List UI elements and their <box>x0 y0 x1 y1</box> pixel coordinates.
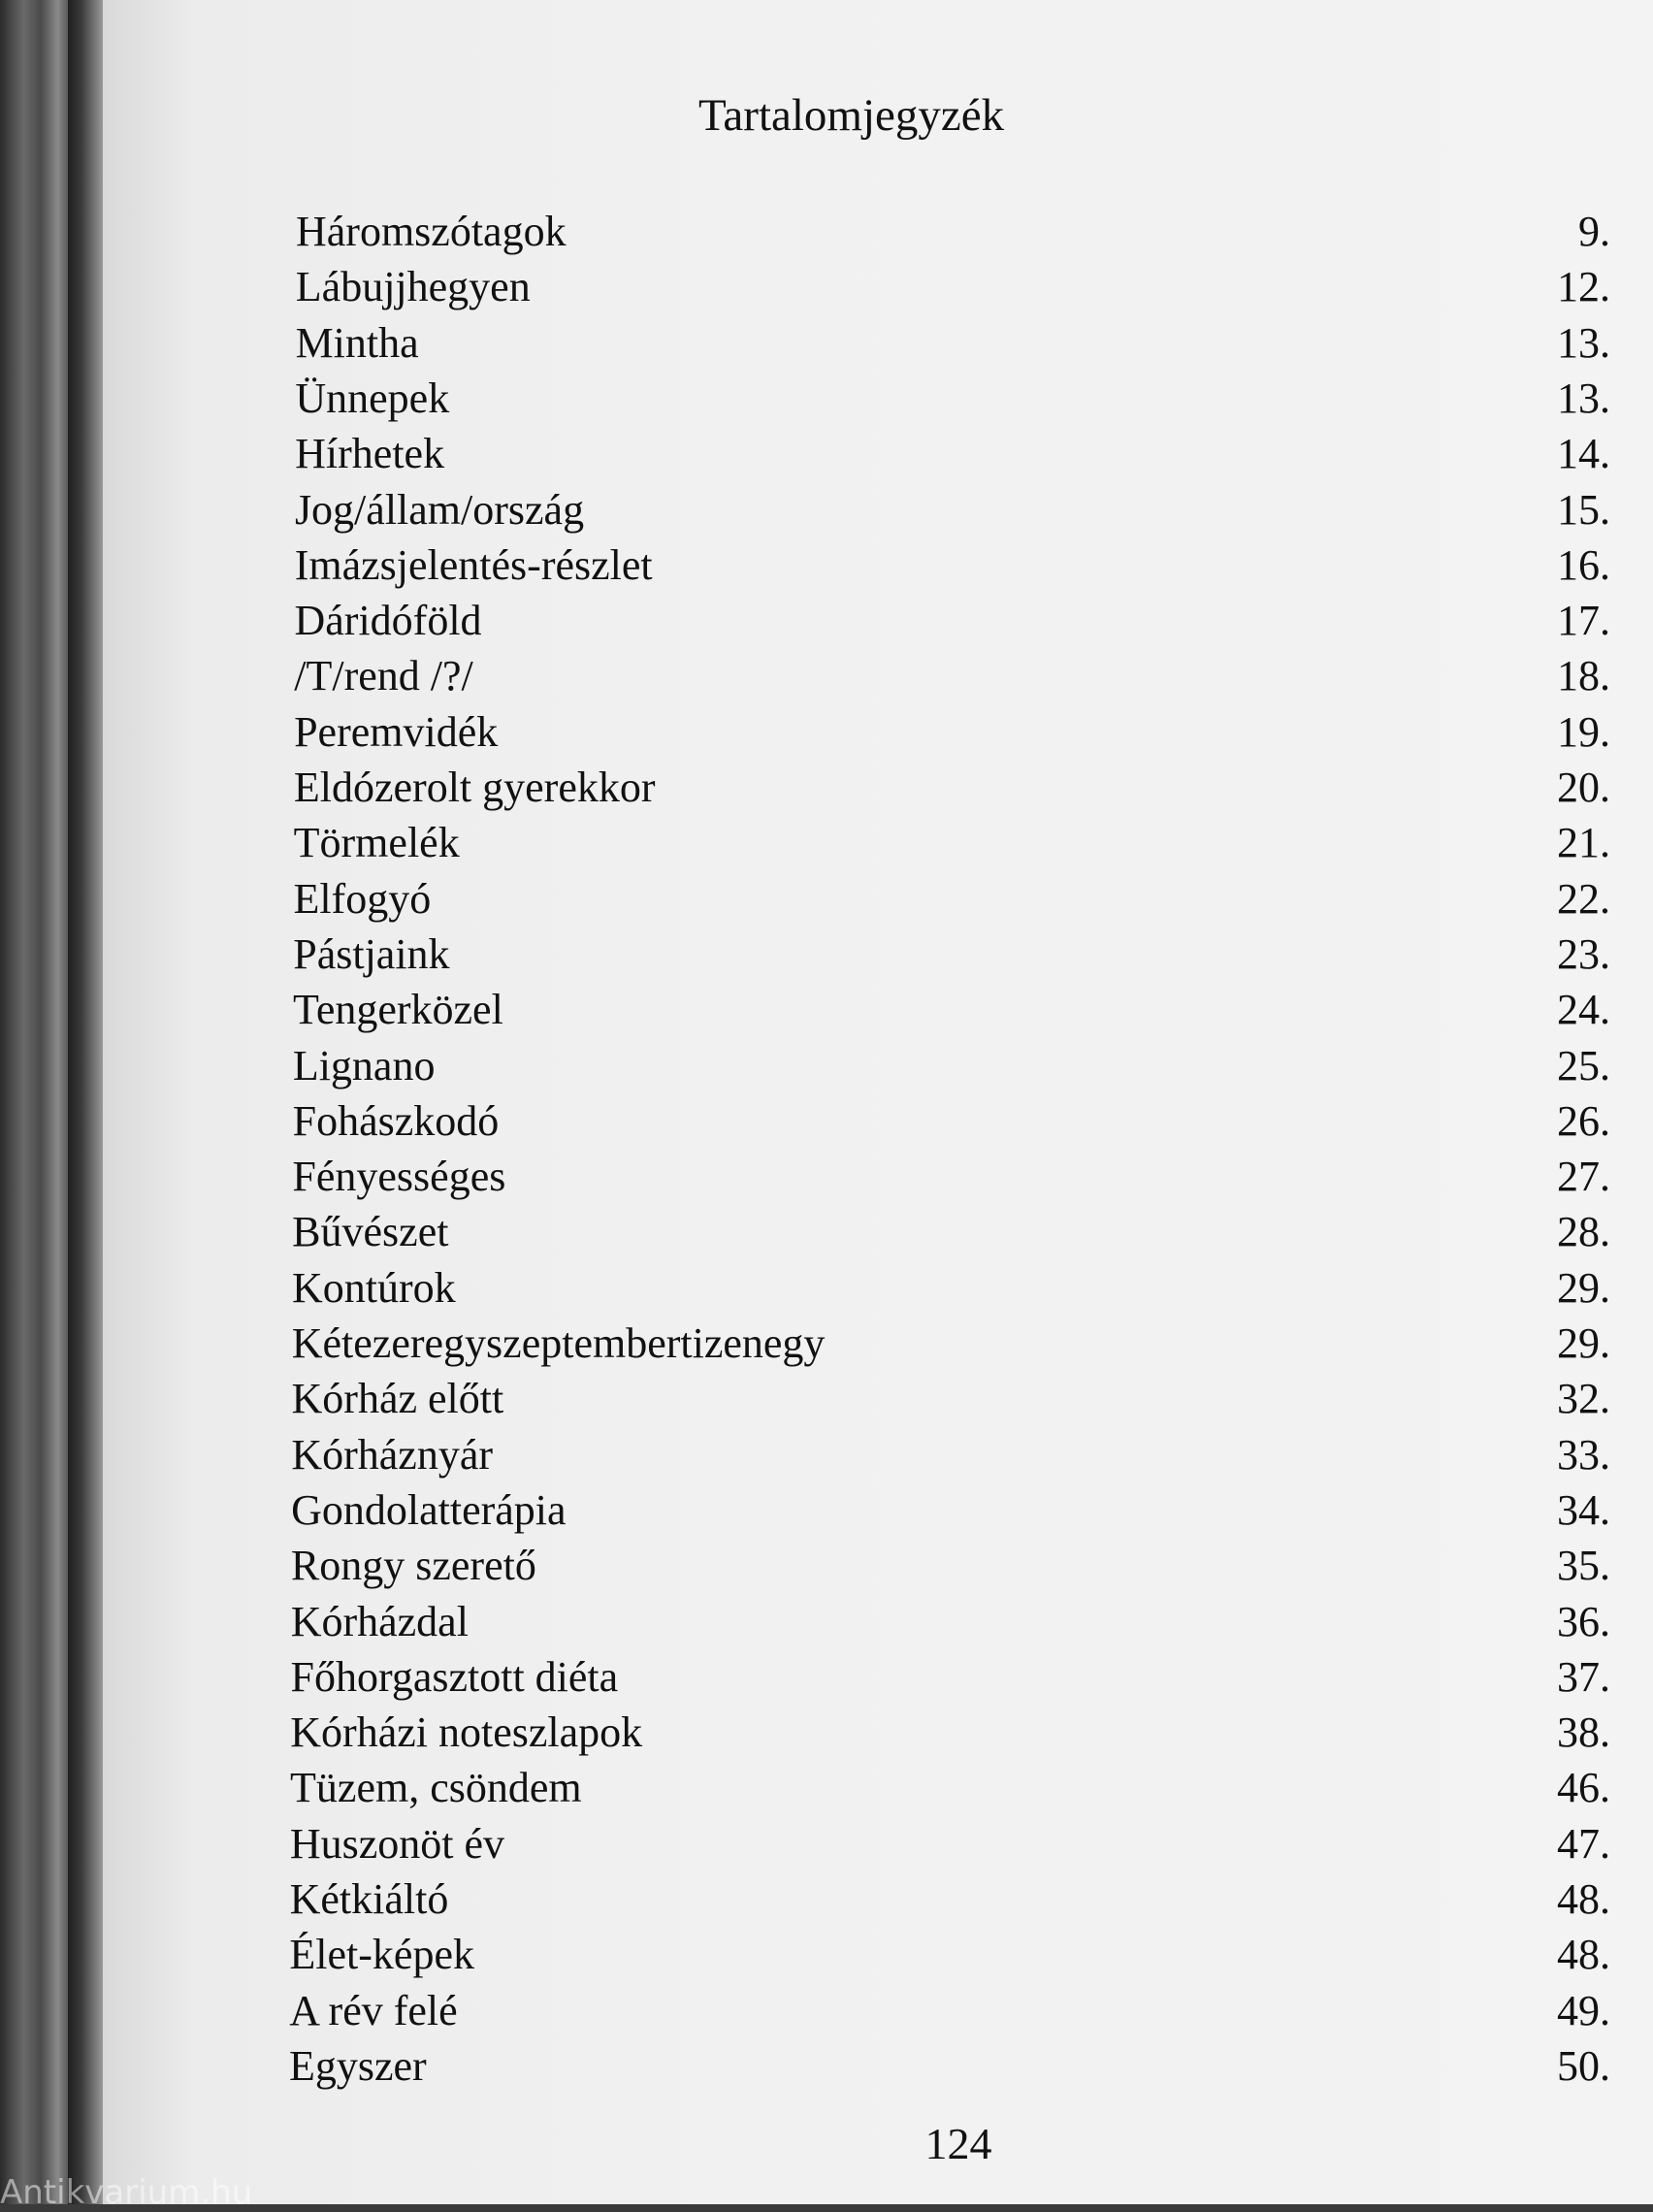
toc-entry-page: 22. <box>1556 874 1610 923</box>
toc-entry <box>293 1040 1610 1092</box>
toc-entry-title: Dáridóföld <box>294 597 482 645</box>
toc-entry <box>296 317 1610 370</box>
toc-entry <box>295 428 1610 480</box>
toc-entry-page: 24. <box>1556 986 1610 1034</box>
toc-entry <box>291 1429 1610 1481</box>
toc-entry-page: 46. <box>1556 1764 1610 1812</box>
toc-entry-page: 25. <box>1556 1041 1610 1090</box>
toc-entry-page: 27. <box>1556 1153 1610 1201</box>
toc-entry-title: Kórházdal <box>290 1597 469 1645</box>
toc-entry <box>289 2040 1610 2093</box>
toc-entry-page: 36. <box>1556 1597 1610 1645</box>
toc-entry-page: 17. <box>1556 597 1610 645</box>
toc-entry <box>294 817 1610 869</box>
toc-entry-page: 47. <box>1556 1819 1610 1868</box>
toc-entry <box>294 706 1610 759</box>
toc-entry <box>295 539 1610 592</box>
toc-entry <box>290 1873 1610 1926</box>
toc-entry <box>291 1596 1610 1648</box>
toc-entry-page: 19. <box>1556 707 1610 756</box>
toc-entry-page: 29. <box>1556 1263 1610 1312</box>
toc-entry-page: 34. <box>1556 1485 1610 1534</box>
toc-entry-title: Tengerközel <box>293 986 503 1034</box>
toc-entry <box>296 206 1610 258</box>
toc-entry <box>292 1262 1610 1315</box>
toc-entry-page: 48. <box>1556 1875 1610 1923</box>
toc-entry <box>290 1651 1610 1704</box>
toc-entry-page: 18. <box>1556 652 1610 700</box>
toc-entry-title: Fohászkodó <box>292 1096 500 1145</box>
toc-title: Tartalomjegyzék <box>698 90 1005 141</box>
toc-entry-title: Huszonöt év <box>289 1819 505 1868</box>
toc-entry-page: 26. <box>1556 1096 1610 1145</box>
toc-entry-page: 13. <box>1556 318 1610 367</box>
toc-entry <box>292 1206 1610 1258</box>
toc-entry-page: 29. <box>1556 1319 1610 1367</box>
toc-entry-page: 37. <box>1556 1652 1610 1701</box>
toc-entry-page: 14. <box>1556 430 1610 478</box>
toc-entry-page: 32. <box>1556 1375 1610 1423</box>
toc-entry-title: A rév felé <box>289 1986 458 2034</box>
toc-entry <box>294 650 1610 702</box>
toc-entry-page: 48. <box>1556 1931 1610 1979</box>
toc-entry <box>293 928 1610 981</box>
toc-entry-title: Elfogyó <box>293 874 432 923</box>
toc-entry <box>290 1818 1610 1870</box>
toc-entry-page: 35. <box>1556 1542 1610 1590</box>
page-number: 124 <box>924 2119 992 2168</box>
toc-entry-title: Pástjaink <box>293 929 450 978</box>
toc-entry-title: Kórházi noteszlapok <box>290 1708 643 1757</box>
toc-entry <box>290 1762 1610 1814</box>
toc-entry <box>294 762 1610 814</box>
toc-entry-title: Egyszer <box>289 2041 427 2090</box>
toc-entry <box>289 1929 1610 1981</box>
toc-entry <box>293 873 1610 926</box>
toc-entry-page: 50. <box>1557 2041 1610 2090</box>
toc-entry-title: Gondolatterápia <box>291 1485 567 1534</box>
toc-entry-title: Élet-képek <box>289 1931 474 1979</box>
toc-entry-title: Eldózerolt gyerekkor <box>293 764 656 811</box>
toc-entry-page: 33. <box>1556 1430 1610 1479</box>
toc-entry <box>291 1484 1610 1537</box>
toc-entry-title: Háromszótagok <box>296 208 567 255</box>
watermark-logo: Antikvarium.hu <box>0 2173 253 2212</box>
toc-entry-title: Kétezeregyszeptembertizenegy <box>291 1319 826 1367</box>
toc-entry <box>292 1373 1610 1425</box>
toc-entry-title: Ünnepek <box>295 374 450 422</box>
toc-entry-page: 23. <box>1556 929 1610 978</box>
toc-entry <box>293 984 1610 1036</box>
toc-entry-title: Lábujjhegyen <box>295 263 531 311</box>
toc-entry <box>291 1540 1610 1592</box>
toc-entry-page: 20. <box>1556 764 1610 811</box>
toc-entry <box>295 595 1610 647</box>
toc-entry <box>296 261 1610 313</box>
toc-entry <box>292 1317 1610 1370</box>
toc-entry-title: Mintha <box>295 318 419 367</box>
toc-entry <box>289 1985 1610 2037</box>
toc-entry-title: Kontúrok <box>291 1263 456 1312</box>
toc-entry-title: Imázsjelentés-részlet <box>294 540 653 589</box>
toc-entry-title: Lignano <box>292 1041 436 1090</box>
toc-entry-page: 9. <box>1578 208 1610 255</box>
toc-entry-title: Törmelék <box>293 819 460 867</box>
toc-entry-title: Peremvidék <box>294 707 499 756</box>
toc-entry <box>290 1707 1610 1759</box>
toc-entry-page: 16. <box>1556 540 1610 589</box>
toc-entry-title: Hírhetek <box>295 430 445 478</box>
toc-entry-page: 49. <box>1556 1986 1610 2034</box>
toc-entry-page: 12. <box>1556 263 1610 311</box>
toc-entry-title: Fényességes <box>292 1153 506 1201</box>
toc-entry-page: 38. <box>1556 1708 1610 1757</box>
toc-entry-title: Rongy szerető <box>290 1542 536 1590</box>
toc-entry-page: 13. <box>1556 374 1610 422</box>
toc-entry-title: Kórháznyár <box>291 1430 493 1479</box>
toc-entry-page: 21. <box>1556 819 1610 867</box>
toc-entry-title: Jog/állam/ország <box>294 485 585 534</box>
toc-entry-title: Bűvészet <box>292 1208 449 1256</box>
toc-entry-title: Kétkiáltó <box>289 1875 449 1923</box>
toc-entry-page: 28. <box>1556 1208 1610 1256</box>
toc-entry-title: Tüzem, csöndem <box>290 1764 582 1812</box>
toc-entry <box>292 1151 1610 1203</box>
toc-entry <box>295 373 1610 425</box>
toc-entry <box>295 484 1610 537</box>
toc-entry-page: 15. <box>1556 485 1610 534</box>
toc-entry-title: /T/rend /?/ <box>294 652 473 700</box>
toc-entry <box>293 1095 1610 1148</box>
toc-entry-title: Főhorgasztott diéta <box>290 1652 619 1701</box>
toc-entry-title: Kórház előtt <box>291 1375 504 1423</box>
